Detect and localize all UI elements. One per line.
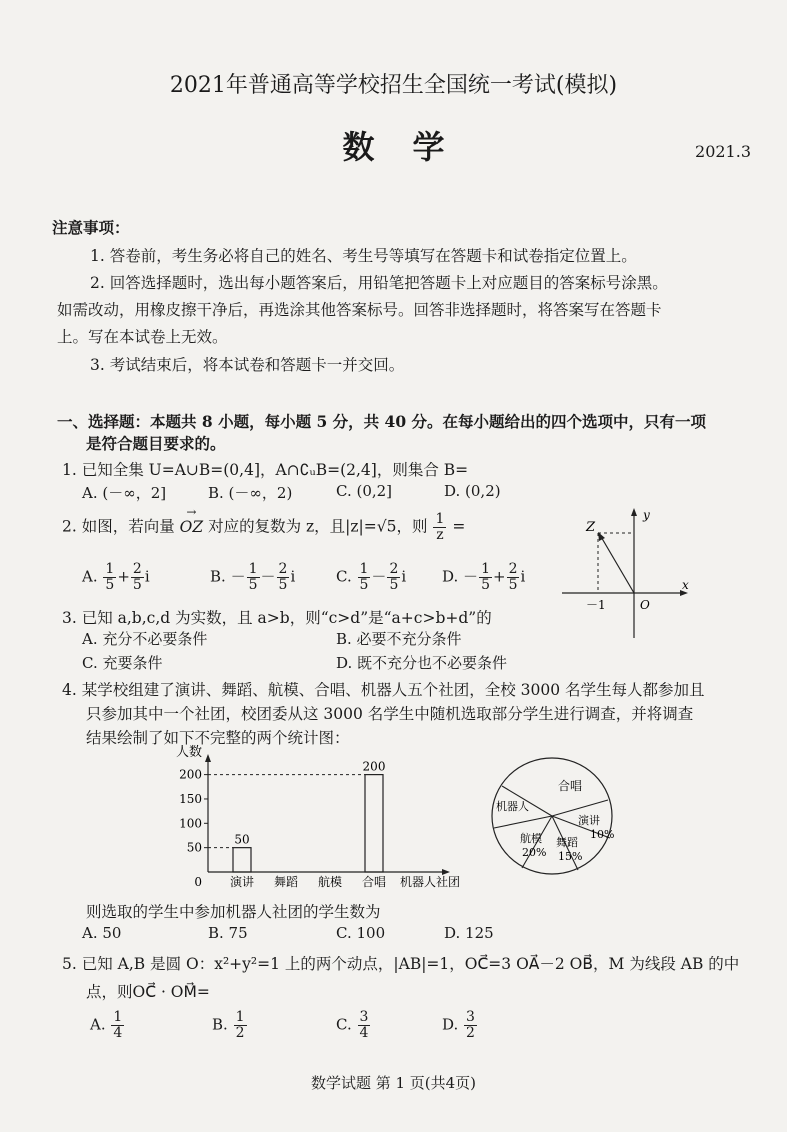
q1-option-d: D. (0,2) (444, 482, 501, 500)
frac (103, 562, 116, 593)
exam-date: 2021.3 (695, 142, 751, 161)
vector-oz (600, 535, 634, 593)
q3-stem: 3. 已知 a,b,c,d 为实数，且 a>b，则“c>d”是“a+c>b+d”的 (62, 609, 492, 627)
bar-y-tick-label: 200 (179, 767, 202, 782)
q4-option-d: D. 125 (444, 924, 494, 942)
frac-den: 5 (105, 577, 115, 593)
frac-num: 3 (359, 1009, 369, 1025)
opt-label: D. (442, 567, 459, 586)
frac-num: 1 (481, 561, 490, 577)
q2-option-b (210, 562, 295, 593)
bar-chart (168, 740, 463, 890)
bar-3 (365, 775, 383, 872)
imag-unit: i (520, 567, 526, 586)
frac-num: 1 (435, 511, 445, 527)
frac-den: 5 (248, 577, 258, 593)
bar-y-tick-label: 100 (179, 816, 202, 831)
q5-stem: 5. 已知 A,B 是圆 O：x²+y²=1 上的两个动点，|AB|=1，OC⃗=3 OA⃗－2 OB⃗，M 为线段 AB 的中 (62, 955, 740, 973)
bar-category-label: 合唱 (361, 875, 387, 889)
notice-item-2-cont: 如需改动，用橡皮擦干净后，再选涂其他答案标号。回答非选择题时，将答案写在答题卡 (57, 301, 662, 319)
op: + (117, 567, 130, 586)
q4-option-b: B. 75 (208, 924, 248, 942)
frac (111, 1010, 124, 1041)
opt-label: B. (210, 567, 226, 586)
q4-stem-3: 结果绘制了如下不完整的两个统计图： (86, 729, 350, 747)
opt-label: A. (82, 567, 98, 586)
q4-option-a: A. 50 (82, 924, 122, 942)
bar-category-label: 机器人 (399, 875, 437, 889)
q2-option-a (82, 562, 150, 593)
frac-den: 5 (359, 577, 369, 593)
frac-den: 5 (278, 577, 288, 593)
q2-complex-plane-figure (556, 505, 696, 645)
q2-stem-c: = (452, 517, 466, 536)
frac-num: 2 (132, 561, 142, 577)
frac-den: z (436, 527, 444, 543)
frac-num: 2 (508, 561, 518, 577)
bar-xlabel: 社团 (436, 875, 461, 889)
page-footer: 数学试题 第 1 页(共4页) (310, 1074, 477, 1092)
q2-stem-b: 对应的复数为 z，且|z|=√5，则 (208, 517, 428, 536)
bar-category-label: 演讲 (229, 875, 255, 889)
frac-num: 1 (248, 561, 258, 577)
q1-option-a: A. (－∞，2] (82, 484, 167, 502)
y-axis-arrow (631, 508, 637, 516)
frac (234, 1010, 247, 1041)
notice-item-2: 2. 回答选择题时，选出每小题答案后，用铅笔把答题卡上对应题目的答案标号涂黑。 (90, 274, 668, 292)
q2-vector: → OZ (180, 518, 203, 536)
op: － (230, 567, 246, 586)
vector-arrowhead (598, 532, 605, 541)
imag-unit: i (401, 567, 407, 586)
q1-option-c: C. (0,2] (336, 482, 393, 500)
q3-option-b: B. 必要不充分条件 (336, 630, 462, 648)
x-label: x (682, 578, 689, 592)
frac (131, 562, 144, 593)
q2-stem-a: 2. 如图，若向量 (62, 517, 175, 536)
q5-option-a (90, 1010, 125, 1041)
frac-den: 4 (113, 1025, 123, 1041)
z-label: Z (586, 520, 596, 535)
pie-label-dance: 舞蹈 (556, 836, 578, 849)
bar-y-tick-label: 150 (179, 791, 202, 806)
y-label: y (643, 508, 650, 522)
bar-0 (233, 848, 251, 872)
bar-y-arrow (205, 754, 211, 762)
frac-num: 1 (359, 561, 369, 577)
origin-label: O (640, 598, 650, 612)
pie-divider (494, 816, 552, 828)
bar-ylabel: 人数 (176, 745, 203, 760)
frac-num: 1 (235, 1009, 245, 1025)
frac (358, 1010, 371, 1041)
q2-option-c (336, 562, 406, 593)
notice-item-2-cont2: 上。写在本试卷上无效。 (57, 328, 228, 346)
frac-den: 2 (466, 1025, 475, 1041)
frac-den: 5 (132, 577, 142, 593)
frac (464, 1010, 477, 1041)
frac (358, 562, 371, 593)
q3-option-d: D. 既不充分也不必要条件 (336, 654, 508, 672)
notice-item-1: 1. 答卷前，考生务必将自己的姓名、考生号等填写在答题卡和试卷指定位置上。 (90, 247, 637, 265)
q1-stem: 1. 已知全集 U=A∪B=(0,4]，A∩∁ᵤB=(2,4]，则集合 B= (62, 461, 469, 479)
bar-value-label: 50 (234, 832, 250, 847)
frac-den: 4 (359, 1025, 369, 1041)
opt-label: C. (336, 567, 352, 586)
bar-category-label: 航模 (317, 875, 343, 889)
q5-stem-2: 点，则OC⃗ · OM⃗= (86, 983, 210, 1001)
frac-num: 1 (113, 1009, 123, 1025)
opt-label: D. (442, 1015, 459, 1034)
imag-unit: i (290, 567, 296, 586)
q2-stem (62, 512, 465, 543)
q5-option-d (442, 1010, 478, 1041)
pie-label-chorus: 合唱 (558, 779, 583, 793)
pie-label-speech: 演讲 (578, 814, 600, 827)
subject-title: 数学 (342, 128, 483, 166)
frac-den: 5 (508, 577, 518, 593)
q4-option-c: C. 100 (336, 924, 386, 942)
q4-stem-2: 只参加其中一个社团，校团委从这 3000 名学生中随机选取部分学生进行调查，并将调查 (86, 705, 694, 723)
pie-pct-speech: 10% (590, 828, 615, 841)
op: － (371, 567, 387, 586)
bar-y-tick-label: 50 (186, 840, 202, 855)
q2-option-d (442, 562, 525, 593)
frac (479, 562, 492, 593)
pie-label-model: 航模 (520, 832, 542, 845)
frac (247, 562, 260, 593)
opt-label: C. (336, 1015, 352, 1034)
section-heading-cont: 是符合题目要求的。 (86, 434, 226, 453)
q1-option-b: B. (－∞，2) (208, 484, 293, 502)
imag-unit: i (144, 567, 150, 586)
op: + (492, 567, 506, 586)
bar-value-label: 200 (362, 759, 386, 774)
frac-num: 3 (466, 1009, 475, 1025)
opt-label: A. (90, 1015, 106, 1034)
exam-title: 2021年普通高等学校招生全国统一考试(模拟) (169, 73, 618, 98)
notice-item-3: 3. 考试结束后，将本试卷和答题卡一并交回。 (90, 356, 405, 374)
opt-label: B. (212, 1015, 228, 1034)
frac-den: 5 (481, 577, 490, 593)
q5-option-b (212, 1010, 248, 1041)
q2-fraction (433, 512, 446, 543)
bar-origin-label: 0 (194, 875, 202, 889)
pie-chart (486, 752, 626, 882)
frac (387, 562, 400, 593)
bar-category-label: 舞蹈 (273, 875, 299, 889)
q4-stem-1: 4. 某学校组建了演讲、舞蹈、航模、合唱、机器人五个社团，全校 3000 名学生每人都参加且 (62, 681, 705, 699)
pie-pct-model: 20% (522, 846, 547, 859)
tick-label: －1 (586, 598, 606, 612)
frac-num: 2 (389, 561, 399, 577)
q3-option-a: A. 充分不必要条件 (82, 630, 208, 648)
frac (277, 562, 290, 593)
frac-num: 1 (105, 561, 115, 577)
pie-label-robot: 机器人 (496, 800, 529, 813)
frac (507, 562, 520, 593)
q3-option-c: C. 充要条件 (82, 654, 163, 672)
op: － (260, 567, 276, 586)
frac-num: 2 (278, 561, 288, 577)
notice-heading: 注意事项： (52, 218, 130, 237)
pie-pct-dance: 15% (558, 850, 583, 863)
frac-den: 5 (389, 577, 399, 593)
frac-den: 2 (235, 1025, 245, 1041)
op: － (463, 567, 479, 586)
section-heading: 一、选择题：本题共 8 小题，每小题 5 分，共 40 分。在每小题给出的四个选项中，只有一项 (57, 412, 707, 431)
q5-option-c (336, 1010, 371, 1041)
q4-after: 则选取的学生中参加机器人社团的学生数为 (86, 903, 381, 921)
